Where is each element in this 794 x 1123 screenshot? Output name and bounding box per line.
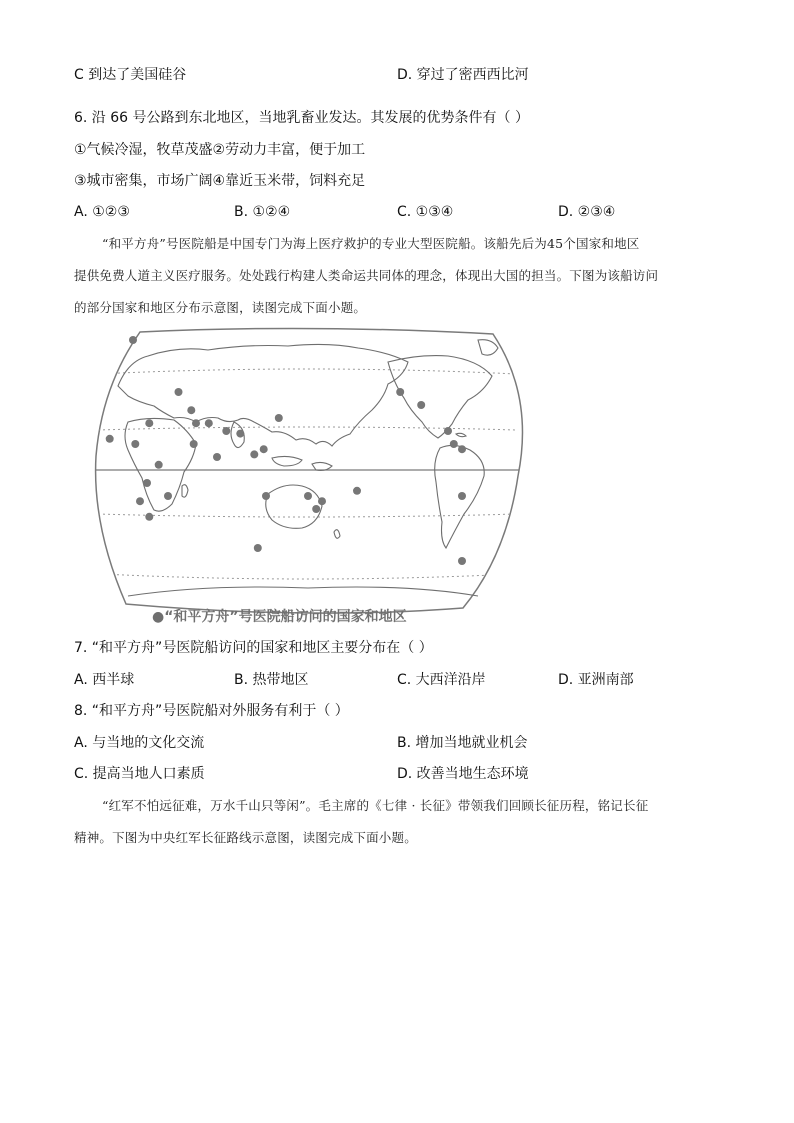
passage-2-line-2: 精神。下图为中央红军长征路线示意图，读图完成下面小题。 bbox=[74, 830, 417, 845]
q7-stem: 7. “和平方舟”号医院船访问的国家和地区主要分布在（ ） bbox=[74, 640, 433, 656]
visited-location-dot bbox=[205, 419, 213, 427]
visited-location-dot bbox=[145, 419, 153, 427]
q6-option-a: A. ①②③ bbox=[74, 204, 130, 220]
visited-location-dot bbox=[444, 427, 452, 435]
passage-long-march bbox=[74, 790, 722, 854]
visited-location-dot bbox=[145, 513, 153, 521]
visited-location-dot bbox=[213, 453, 221, 461]
visited-location-dot bbox=[304, 492, 312, 500]
visited-location-dot bbox=[175, 388, 183, 396]
visited-location-dot bbox=[136, 497, 144, 505]
q8-option-b: B. 增加当地就业机会 bbox=[397, 735, 528, 751]
q7-option-c: C. 大西洋沿岸 bbox=[397, 672, 486, 688]
passage-2-line-1: “红军不怕远征难，万水千山只等闲”。毛主席的《七律 · 长征》带领我们回顾长征历程，铭记长征 bbox=[102, 798, 649, 813]
passage-1-line-2: 提供免费人道主义医疗服务。处处践行构建人类命运共同体的理念，体现出大国的担当。下图为该船访问 bbox=[74, 268, 659, 283]
visited-location-dot bbox=[236, 430, 244, 438]
q6-option-c: C. ①③④ bbox=[397, 204, 454, 220]
q6-stem: 6. 沿 66 号公路到东北地区，当地乳畜业发达。其发展的优势条件有（ ） bbox=[74, 110, 529, 126]
q8-option-a: A. 与当地的文化交流 bbox=[74, 735, 205, 751]
q8-stem: 8. “和平方舟”号医院船对外服务有利于（ ） bbox=[74, 703, 349, 719]
visited-location-dot bbox=[164, 492, 172, 500]
visited-location-dot bbox=[131, 440, 139, 448]
visited-location-dot bbox=[458, 445, 466, 453]
visited-location-dot bbox=[396, 388, 404, 396]
world-map bbox=[88, 326, 528, 626]
q6-conditions-2: ③城市密集，市场广阔④靠近玉米带，饲料充足 bbox=[74, 173, 366, 189]
visited-location-dot bbox=[262, 492, 270, 500]
visited-location-dot bbox=[312, 505, 320, 513]
visited-location-dot bbox=[155, 461, 163, 469]
passage-1-line-3: 的部分国家和地区分布示意图，读图完成下面小题。 bbox=[74, 300, 367, 315]
q6-conditions-1: ①气候冷湿，牧草茂盛②劳动力丰富，便于加工 bbox=[74, 142, 366, 158]
q5-option-d: D. 穿过了密西西比河 bbox=[397, 67, 529, 83]
q8-option-d: D. 改善当地生态环境 bbox=[397, 766, 529, 782]
visited-location-dot bbox=[192, 419, 200, 427]
q7-option-a: A. 西半球 bbox=[74, 672, 135, 688]
q6-option-d: D. ②③④ bbox=[558, 204, 616, 220]
map-caption: ●“和平方舟”号医院船访问的国家和地区 bbox=[152, 609, 407, 625]
visited-location-dot bbox=[254, 544, 262, 552]
visited-location-dot bbox=[187, 406, 195, 414]
passage-hospital-ship bbox=[74, 228, 722, 324]
visited-location-dot bbox=[353, 487, 361, 495]
visited-location-dot bbox=[275, 414, 283, 422]
q6-option-b: B. ①②④ bbox=[234, 204, 291, 220]
visited-location-dot bbox=[222, 427, 230, 435]
visited-location-dot bbox=[458, 492, 466, 500]
q7-option-d: D. 亚洲南部 bbox=[558, 672, 634, 688]
q5-option-c: C 到达了美国硅谷 bbox=[74, 67, 187, 83]
visited-location-dot bbox=[106, 435, 114, 443]
visited-location-dot bbox=[260, 445, 268, 453]
visited-location-dot bbox=[450, 440, 458, 448]
visited-location-dot bbox=[318, 497, 326, 505]
world-map-figure bbox=[88, 326, 528, 626]
visited-location-dot bbox=[143, 479, 151, 487]
visited-location-dot bbox=[129, 336, 137, 344]
passage-1-line-1: “和平方舟”号医院船是中国专门为海上医疗救护的专业大型医院船。该船先后为45个国家和地区 bbox=[102, 236, 640, 251]
visited-location-dot bbox=[458, 557, 466, 565]
q8-option-c: C. 提高当地人口素质 bbox=[74, 766, 205, 782]
q7-option-b: B. 热带地区 bbox=[234, 672, 309, 688]
visited-location-dot bbox=[250, 450, 258, 458]
visited-location-dot bbox=[417, 401, 425, 409]
visited-location-dot bbox=[190, 440, 198, 448]
